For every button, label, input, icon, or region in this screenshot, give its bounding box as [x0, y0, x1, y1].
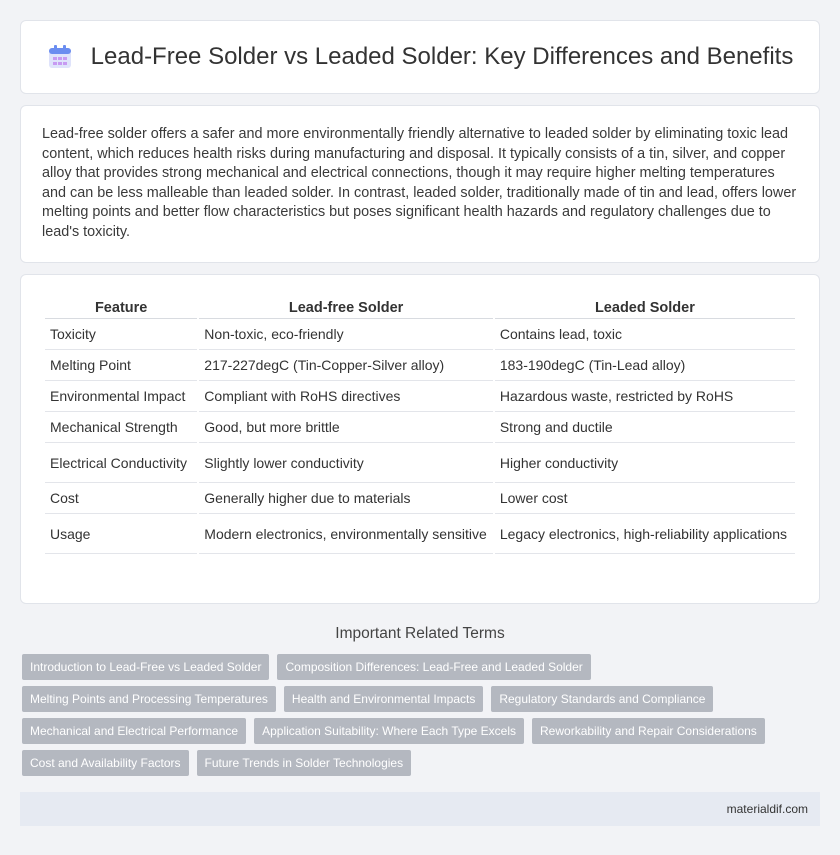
- header-feature: Feature: [45, 293, 197, 319]
- related-term-tag[interactable]: Health and Environmental Impacts: [284, 686, 483, 712]
- table-cell: Non-toxic, eco-friendly: [199, 319, 493, 350]
- table-row: [45, 483, 795, 514]
- table-cell: Higher conductivity: [495, 443, 795, 483]
- intro-section: [20, 105, 820, 263]
- related-term-tag[interactable]: Introduction to Lead-Free vs Leaded Solder: [22, 654, 269, 680]
- related-terms-list: [22, 654, 782, 776]
- table-row: [45, 381, 795, 412]
- table-cell: Slightly lower conductivity: [199, 443, 493, 483]
- table-cell: Generally higher due to materials: [199, 483, 493, 514]
- related-term-tag[interactable]: Composition Differences: Lead-Free and Leaded Solder: [277, 654, 590, 680]
- comparison-table: [43, 293, 797, 554]
- header-lead-free: Lead-free Solder: [199, 293, 493, 319]
- table-cell: Toxicity: [45, 319, 197, 350]
- comparison-table-card: [20, 274, 820, 604]
- table-cell: Hazardous waste, restricted by RoHS: [495, 381, 795, 412]
- table-cell: Usage: [45, 514, 197, 554]
- page-title: Lead-Free Solder vs Leaded Solder: Key Differences and Benefits: [90, 43, 794, 70]
- table-cell: Contains lead, toxic: [495, 319, 795, 350]
- table-header-row: [45, 293, 795, 319]
- table-cell: Electrical Conductivity: [45, 443, 197, 483]
- related-term-tag[interactable]: Mechanical and Electrical Performance: [22, 718, 246, 744]
- table-cell: Environmental Impact: [45, 381, 197, 412]
- table-row: [45, 319, 795, 350]
- table-cell: Strong and ductile: [495, 412, 795, 443]
- related-term-tag[interactable]: Reworkability and Repair Considerations: [532, 718, 765, 744]
- related-term-tag[interactable]: Regulatory Standards and Compliance: [491, 686, 713, 712]
- page-header: [20, 20, 820, 94]
- related-term-tag[interactable]: Cost and Availability Factors: [22, 750, 189, 776]
- table-cell: Good, but more brittle: [199, 412, 493, 443]
- table-cell: Legacy electronics, high-reliability applications: [495, 514, 795, 554]
- related-term-tag[interactable]: Application Suitability: Where Each Type Excels: [254, 718, 524, 744]
- related-term-tag[interactable]: Future Trends in Solder Technologies: [197, 750, 412, 776]
- table-cell: Lower cost: [495, 483, 795, 514]
- header-leaded: Leaded Solder: [495, 293, 795, 319]
- table-cell: 183-190degC (Tin-Lead alloy): [495, 350, 795, 381]
- table-cell: Modern electronics, environmentally sensitive: [199, 514, 493, 554]
- table-cell: Cost: [45, 483, 197, 514]
- page-footer: [20, 792, 820, 826]
- table-row: [45, 412, 795, 443]
- intro-paragraph: Lead-free solder offers a safer and more environmentally friendly alternative to leaded solder by eliminating toxic lead content, which reduces health risks during manufacturing and disposal. It typically consists of a tin, silver, and copper alloy that provides strong mechanical and electrical connections, though it may require higher melting temperatures and can be less malleable than leaded solder. In contrast, leaded solder, traditionally made of tin and lead, offers lower melting points and better flow characteristics but poses significant health hazards and regulatory challenges due to lead's toxicity.: [42, 126, 797, 240]
- footer-site-link[interactable]: materialdif.com: [726, 802, 808, 816]
- related-terms-title: Important Related Terms: [335, 625, 505, 642]
- related-term-tag[interactable]: Melting Points and Processing Temperatures: [22, 686, 276, 712]
- calendar-icon: [47, 44, 73, 70]
- table-cell: Compliant with RoHS directives: [199, 381, 493, 412]
- table-row: [45, 350, 795, 381]
- table-cell: 217-227degC (Tin-Copper-Silver alloy): [199, 350, 493, 381]
- table-cell: Mechanical Strength: [45, 412, 197, 443]
- table-row: [45, 514, 795, 554]
- table-row: [45, 443, 795, 483]
- table-cell: Melting Point: [45, 350, 197, 381]
